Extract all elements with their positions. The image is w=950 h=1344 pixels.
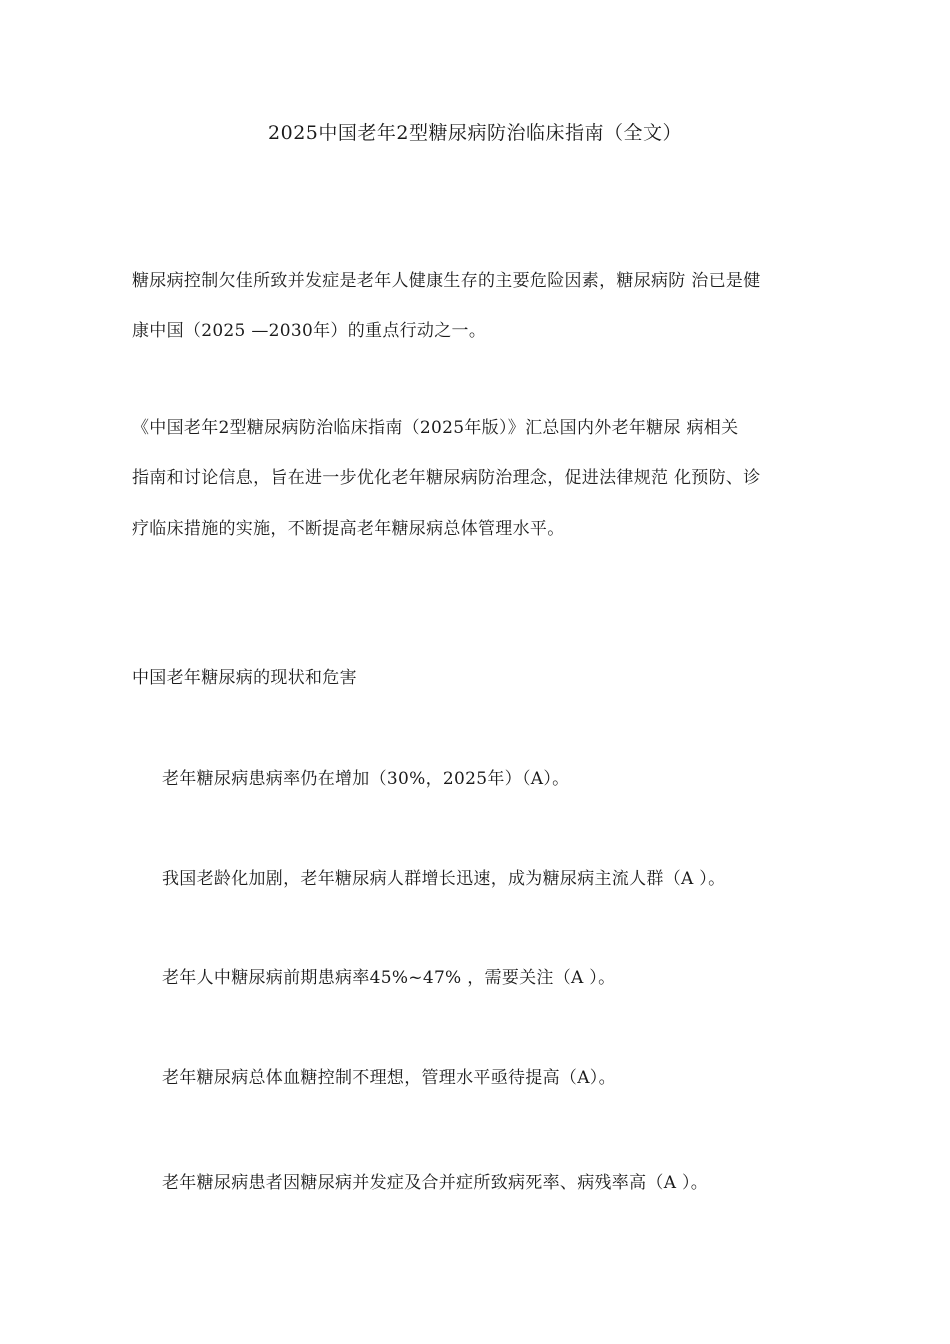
intro-line-2: 康中国（2025 —2030年）的重点行动之一。 xyxy=(132,321,487,341)
list-item: 老年人中糖尿病前期患病率45%~47% ，需要关注（A ）。 xyxy=(162,968,616,988)
list-item: 老年糖尿病患者因糖尿病并发症及合并症所致病死率、病残率高（A ）。 xyxy=(162,1173,709,1193)
summary-line-2: 指南和讨论信息，旨在进一步优化老年糖尿病防治理念，促进法律规范 化预防、诊 xyxy=(132,468,761,488)
intro-line-1: 糖尿病控制欠佳所致并发症是老年人健康生存的主要危险因素，糖尿病防 治已是健 xyxy=(132,271,761,291)
document-title: 2025中国老年2型糖尿病防治临床指南（全文） xyxy=(268,122,682,144)
list-item: 我国老龄化加剧，老年糖尿病人群增长迅速，成为糖尿病主流人群（A ）。 xyxy=(162,869,726,889)
list-item: 老年糖尿病患病率仍在增加（30%，2025年）（A）。 xyxy=(162,769,570,789)
section-heading: 中国老年糖尿病的现状和危害 xyxy=(132,668,357,688)
summary-line-1: 《中国老年2型糖尿病防治临床指南（2025年版）》汇总国内外老年糖尿 病相关 xyxy=(132,418,739,438)
list-item: 老年糖尿病总体血糖控制不理想，管理水平亟待提高（A）。 xyxy=(162,1068,616,1088)
summary-line-3: 疗临床措施的实施，不断提高老年糖尿病总体管理水平。 xyxy=(132,519,565,539)
